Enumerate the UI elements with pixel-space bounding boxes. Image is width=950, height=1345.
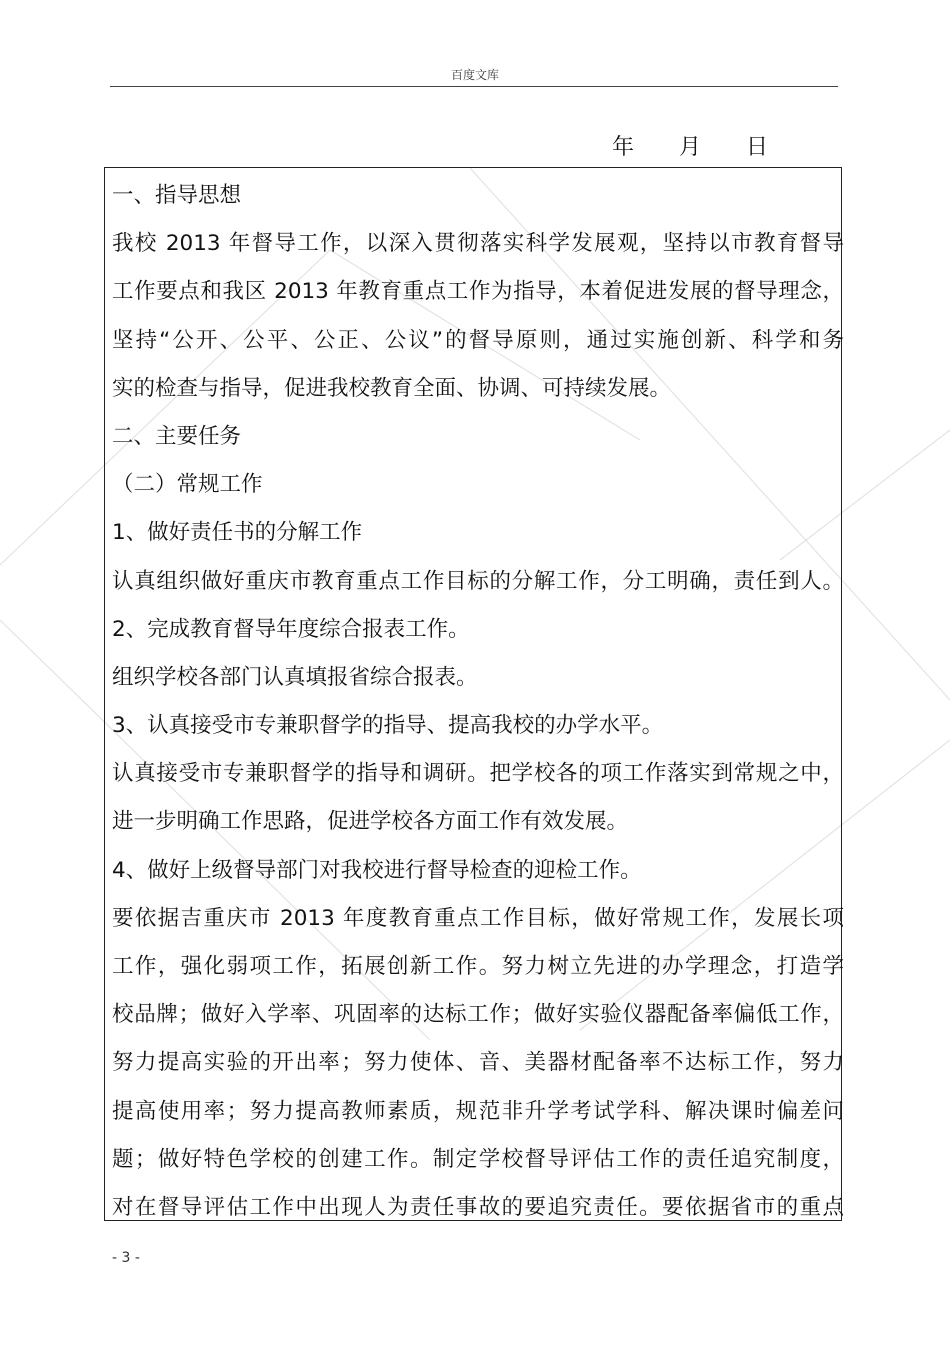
text-line: （二）常规工作 xyxy=(112,472,263,498)
date-year: 年 xyxy=(612,135,635,160)
text-line: 组织学校各部门认真填报省综合报表。 xyxy=(112,664,478,690)
document-body xyxy=(112,172,844,1232)
text-line: 一、指导思想 xyxy=(112,183,242,208)
text-line: 认真接受市专兼职督学的指导和调研。把学校各的项工作落实到常规之中， xyxy=(112,761,844,787)
text-line: 进一步明确工作思路，促进学校各方面工作有效发展。 xyxy=(112,809,629,835)
text-line: 题；做好特色学校的创建工作。制定学校督导评估工作的责任追究制度， xyxy=(112,1146,844,1172)
text-line: 对在督导评估工作中出现人为责任事故的要追究责任。要依据省市的重点 xyxy=(112,1194,844,1220)
text-line: 二、主要任务 xyxy=(112,423,242,449)
header-site-name: 百度文库 xyxy=(450,68,499,82)
text-line: 4、做好上级督导部门对我校进行督导检查的迎检工作。 xyxy=(112,857,642,883)
text-line: 校品牌；做好入学率、巩固率的达标工作；做好实验仪器配备率偏低工作， xyxy=(112,1002,844,1028)
date-month: 月 xyxy=(679,135,702,160)
text-line: 2、完成教育督导年度综合报表工作。 xyxy=(112,616,470,642)
date-day: 日 xyxy=(746,135,769,160)
page-number: - 3 - xyxy=(112,1250,140,1266)
date-line xyxy=(612,130,806,161)
text-line: 提高使用率；努力提高教师素质，规范非升学考试学科、解决课时偏差问 xyxy=(112,1098,844,1124)
text-line: 努力提高实验的开出率；努力使体、音、美器材配备率不达标工作，努力 xyxy=(112,1050,844,1076)
text-line: 实的检查与指导，促进我校教育全面、协调、可持续发展。 xyxy=(112,375,672,401)
text-line: 3、认真接受市专兼职督学的指导、提高我校的办学水平。 xyxy=(112,713,664,739)
text-line: 我校 2013 年督导工作，以深入贯彻落实科学发展观，坚持以市教育督导 xyxy=(112,231,844,257)
header-divider xyxy=(110,86,838,87)
text-line: 工作要点和我区 2013 年教育重点工作为指导，本着促进发展的督导理念， xyxy=(112,279,844,305)
text-line: 工作，强化弱项工作，拓展创新工作。努力树立先进的办学理念，打造学 xyxy=(112,954,844,979)
text-line: 要依据吉重庆市 2013 年度教育重点工作目标，做好常规工作，发展长项 xyxy=(112,905,844,931)
text-line: 认真组织做好重庆市教育重点工作目标的分解工作，分工明确，责任到人。 xyxy=(112,568,844,594)
text-line: 1、做好责任书的分解工作 xyxy=(112,520,363,546)
text-line: 坚持“公开、公平、公正、公议”的督导原则，通过实施创新、科学和务 xyxy=(112,327,844,353)
